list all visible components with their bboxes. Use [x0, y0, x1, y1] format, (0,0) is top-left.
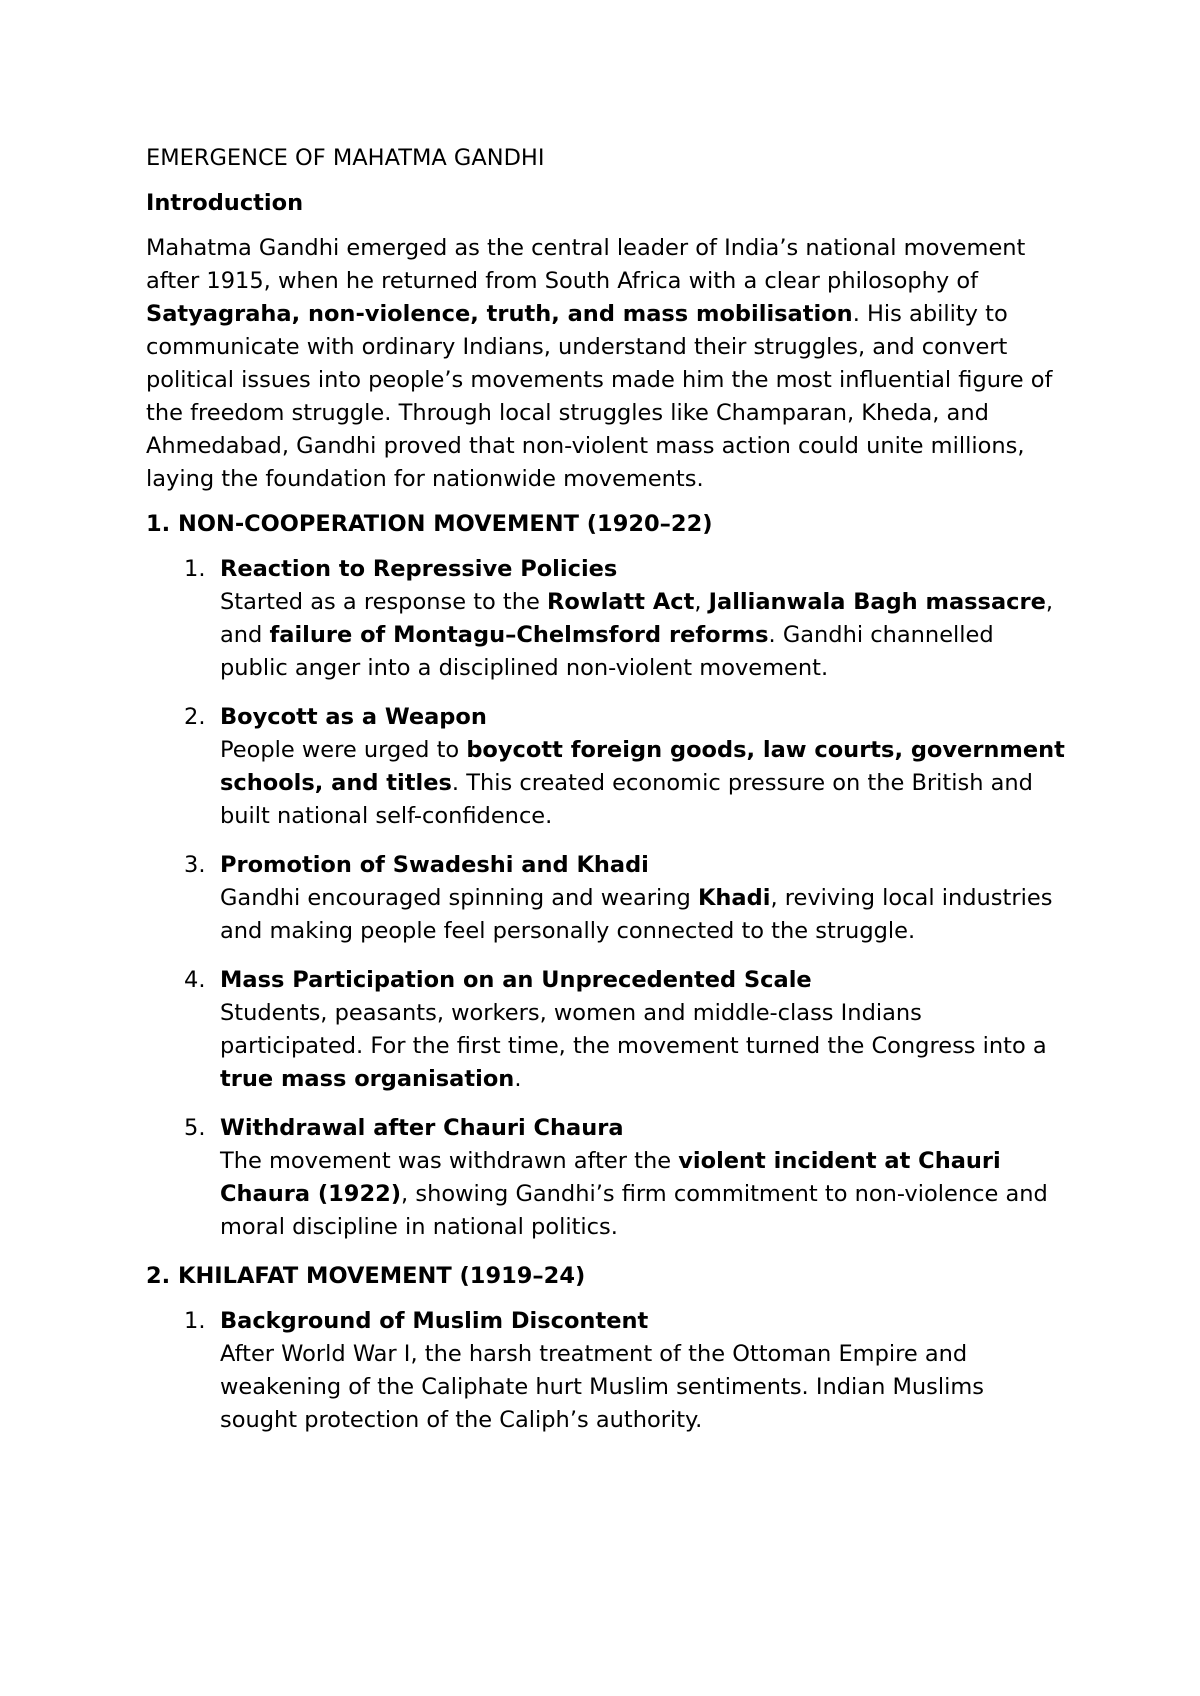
list-item-title: Mass Participation on an Unprecedented Scale — [220, 967, 812, 993]
list-item-number: 1. — [184, 556, 206, 582]
list-item — [146, 553, 1066, 685]
item-text: , reviving local industries and making people feel personally connected to the struggle. — [220, 885, 1053, 944]
item-bold: boycott foreign goods, law courts, government schools, and titles — [220, 737, 1065, 796]
item-text: People were urged to — [220, 737, 467, 763]
item-bold: true mass organisation — [220, 1066, 515, 1092]
item-text: The movement was withdrawn after the — [220, 1148, 679, 1174]
section-heading-khilafat: 2. KHILAFAT MOVEMENT (1919–24) — [146, 1263, 586, 1289]
item-text: After World War I, the harsh treatment of the Ottoman Empire and weakening of the Caliphate hurt Muslim sentiments. Indian Muslims sought protection of the Caliph’s authority. — [220, 1341, 985, 1433]
item-text: Students, peasants, workers, women and middle-class Indians participated. For the first time, the movement turned the Congress into a — [220, 1000, 1047, 1059]
intro-text-1: Mahatma Gandhi emerged as the central leader of India’s national movement after 1915, when he returned from South Africa with a clear philosophy of — [146, 235, 1026, 294]
list-item — [146, 1305, 1066, 1437]
item-bold: violent incident at Chauri Chaura (1922) — [220, 1148, 1001, 1207]
list-item-body — [220, 997, 1066, 1096]
item-bold: Khadi — [697, 885, 771, 911]
intro-paragraph — [146, 232, 1066, 496]
item-text: Started as a response to the — [220, 589, 548, 615]
list-item-title: Background of Muslim Discontent — [220, 1308, 649, 1334]
item-bold: Rowlatt Act — [547, 589, 695, 615]
document-page — [146, 142, 1066, 1453]
list-item-title: Promotion of Swadeshi and Khadi — [220, 852, 649, 878]
list-item — [146, 964, 1066, 1096]
list-item — [146, 1112, 1066, 1244]
item-text: , and — [220, 589, 1053, 648]
item-text: . This created economic pressure on the British and built national self-confidence. — [220, 770, 1033, 829]
item-bold: failure of Montagu–Chelmsford reforms — [269, 622, 769, 648]
khilafat-list — [146, 1305, 1066, 1437]
list-item-number: 4. — [184, 967, 206, 993]
list-item-number: 1. — [184, 1308, 206, 1334]
item-text: . — [514, 1066, 522, 1092]
list-item-body — [220, 734, 1066, 833]
item-text: . Gandhi channelled public anger into a disciplined non-violent movement. — [220, 622, 994, 681]
item-text: , showing Gandhi’s firm commitment to non-violence and moral discipline in national politics. — [220, 1181, 1048, 1240]
list-item-title: Withdrawal after Chauri Chaura — [220, 1115, 624, 1141]
intro-bold-1: Satyagraha, non-violence, truth, and mass mobilisation — [146, 301, 853, 327]
document-title: EMERGENCE OF MAHATMA GANDHI — [146, 145, 545, 171]
list-item-body — [220, 1145, 1066, 1244]
list-item — [146, 849, 1066, 948]
list-item-number: 2. — [184, 704, 206, 730]
list-item-number: 5. — [184, 1115, 206, 1141]
list-item-title: Boycott as a Weapon — [220, 704, 487, 730]
section-heading-non-cooperation: 1. NON-COOPERATION MOVEMENT (1920–22) — [146, 511, 713, 537]
non-cooperation-list — [146, 553, 1066, 1244]
item-bold: Jallianwala Bagh massacre — [708, 589, 1046, 615]
item-text: Gandhi encouraged spinning and wearing — [220, 885, 698, 911]
list-item-body — [220, 586, 1066, 685]
intro-heading: Introduction — [146, 190, 304, 216]
item-text: , — [694, 589, 709, 615]
intro-text-2: . His ability to communicate with ordinary Indians, understand their struggles, and convert political issues into people’s movements made him the most influential figure of the freedom struggle. Through local struggles like Champaran, Kheda, and Ahmedabad, Gandhi proved that non-violent mass action could unite millions, laying the foundation for nationwide movements. — [146, 301, 1053, 492]
list-item-number: 3. — [184, 852, 206, 878]
list-item — [146, 701, 1066, 833]
list-item-title: Reaction to Repressive Policies — [220, 556, 618, 582]
list-item-body — [220, 1338, 1066, 1437]
list-item-body — [220, 882, 1066, 948]
